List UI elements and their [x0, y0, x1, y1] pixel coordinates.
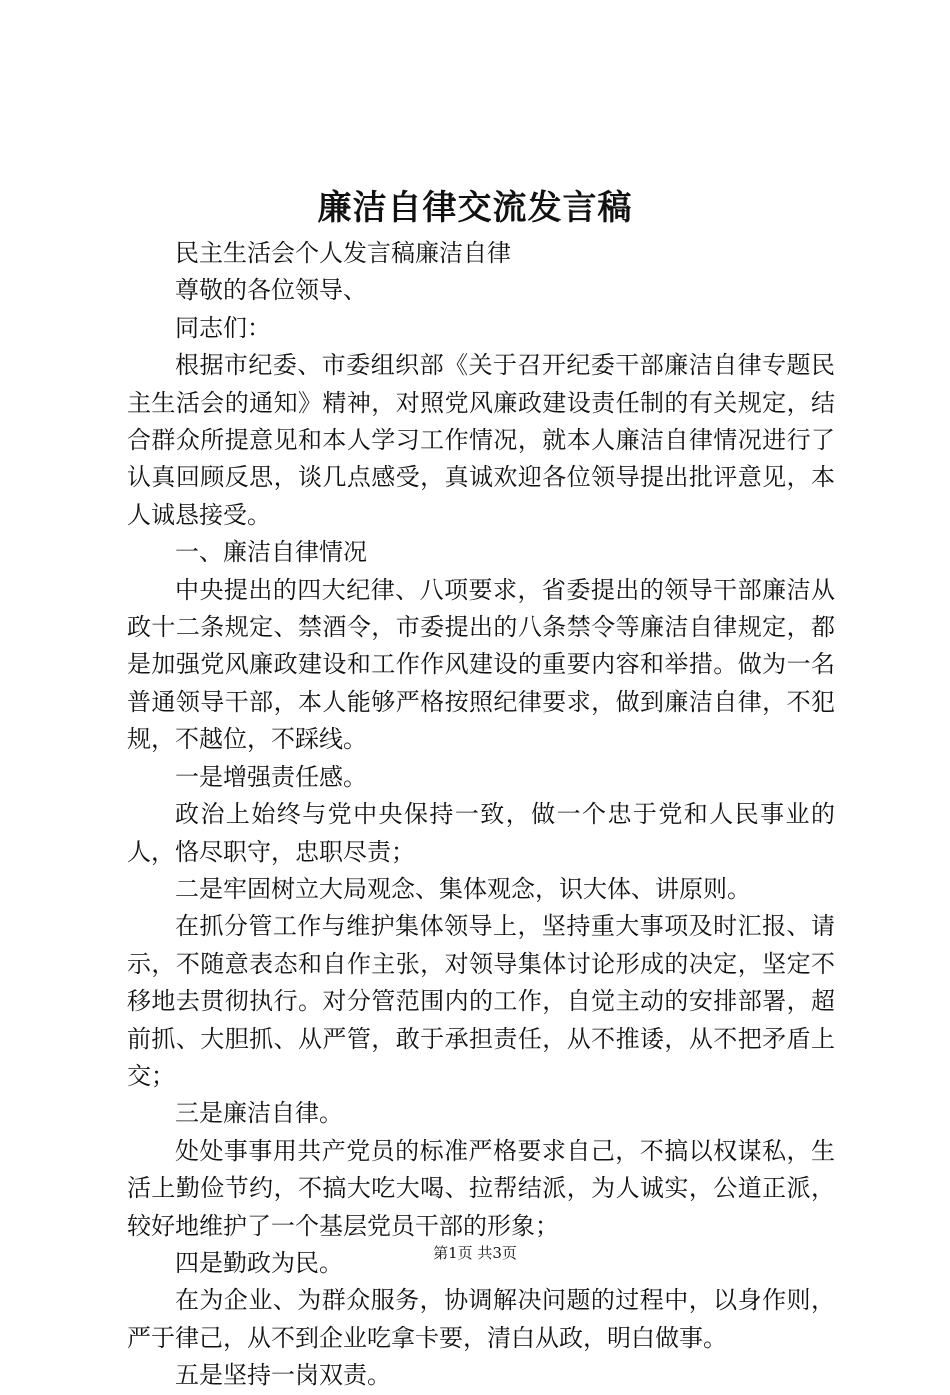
paragraph: 在抓分管工作与维护集体领导上，坚持重大事项及时汇报、请示，不随意表态和自作主张，对领导集体讨论形成的决定，坚定不移地去贯彻执行。对分管范围内的工作，自觉主动的安排部署，超前抓、大胆抓、从严管，敢于承担责任，从不推诿，从不把矛盾上交；: [127, 912, 835, 1090]
paragraph-subtitle: 民主生活会个人发言稿廉洁自律: [175, 239, 511, 267]
point-heading: 三是廉洁自律。: [175, 1099, 343, 1128]
point-heading: 一是增强责任感。: [175, 762, 367, 791]
paragraph-salutation: 尊敬的各位领导、: [175, 276, 367, 305]
document-body: [127, 235, 835, 1395]
point-heading: 二是牢固树立大局观念、集体观念，识大体、讲原则。: [175, 874, 751, 903]
paragraph-salutation-2: 同志们：: [175, 313, 271, 342]
paragraph: 中央提出的四大纪律、八项要求，省委提出的领导干部廉洁从政十二条规定、禁酒令，市委提出的八条禁令等廉洁自律规定，都是加强党风廉政建设和工作作风建设的重要内容和举措。做为一名普通领导干部，本人能够严格按照纪律要求，做到廉洁自律，不犯规，不越位，不踩线。: [127, 575, 835, 754]
page-footer: 第1页 共3页: [433, 1244, 517, 1262]
point-heading: 五是坚持一岗双责。: [175, 1361, 391, 1390]
paragraph-intro: 根据市纪委、市委组织部《关于召开纪委干部廉洁自律专题民主生活会的通知》精神，对照党风廉政建设责任制的有关规定，结合群众所提意见和本人学习工作情况，就本人廉洁自律情况进行了认真回顾反思，谈几点感受，真诚欢迎各位领导提出批评意见，本人诚恳接受。: [127, 351, 835, 529]
section-heading: 一、廉洁自律情况: [175, 538, 367, 567]
paragraph: 政治上始终与党中央保持一致，做一个忠于党和人民事业的人，恪尽职守，忠职尽责；: [127, 800, 835, 866]
paragraph: 处处事事用共产党员的标准严格要求自己，不搞以权谋私，生活上勤俭节约，不搞大吃大喝、拉帮结派，为人诚实，公道正派，较好地维护了一个基层党员干部的形象；: [127, 1136, 835, 1240]
paragraph: 在为企业、为群众服务，协调解决问题的过程中，以身作则，严于律己，从不到企业吃拿卡要，清白从政，明白做事。: [127, 1286, 835, 1352]
point-heading: 四是勤政为民。: [175, 1248, 343, 1277]
document-title: 廉洁自律交流发言稿: [317, 188, 633, 228]
